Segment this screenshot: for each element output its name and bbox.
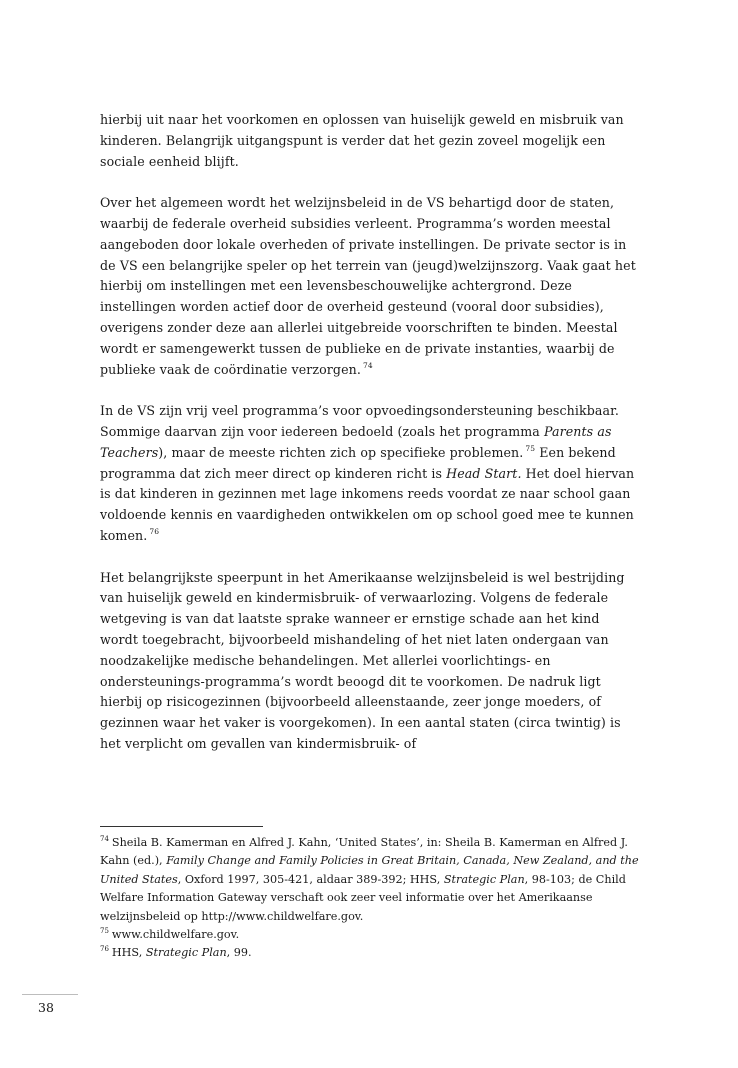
footnote-75 <box>100 926 645 944</box>
footnote-76-plan-title: Strategic Plan <box>145 946 227 960</box>
page-number: 38 <box>38 1000 54 1015</box>
footnote-ref-74: 74 <box>362 360 373 370</box>
footnote-75-text: www.childwelfare.gov. <box>111 928 240 942</box>
footnote-number: 76 <box>100 945 109 954</box>
footnote-number: 75 <box>100 927 109 936</box>
footnote-76-text-a: HHS, <box>111 946 146 960</box>
footnote-separator <box>100 826 263 827</box>
footnote-74-text-b: , Oxford 1997, 305-421, aldaar 389-392; HHS, <box>177 872 444 886</box>
paragraph-3-text-a: In de VS zijn vrij veel programma’s voor opvoedingsondersteuning beschikbaar. Sommige daarvan zijn voor iedereen bedoeld (zoals het programma <box>100 403 619 439</box>
footnote-74-plan-title: Strategic Plan <box>443 872 525 886</box>
footnote-76-text-b: , 99. <box>226 946 252 960</box>
page-number-rule <box>22 994 78 995</box>
footnote-number: 74 <box>100 835 109 843</box>
paragraph-2 <box>100 193 640 380</box>
paragraph-3-text-d: Het doel hiervan is dat kinderen in gezinnen met lage inkomens reeds voordat ze naar school gaan voldoende kennis en vaardigheden ontwikkelen om op school goed mee te kunnen komen. <box>100 465 635 543</box>
paragraph-1: hierbij uit naar het voorkomen en oplossen van huiselijk geweld en misbruik van kinderen. Belangrijk uitgangspunt is verder dat het gezin zoveel mogelijk een sociale eenheid blijft. <box>100 112 624 169</box>
paragraph-3-text-c: Een bekend programma dat zich meer direct op kinderen richt is <box>100 444 616 481</box>
footnote-76 <box>100 944 645 962</box>
paragraph-3-text-b: ), maar de meeste richten zich op specifieke problemen. <box>158 444 524 460</box>
paragraph-4: Het belangrijkste speerpunt in het Amerikaanse welzijnsbeleid is wel bestrijding van huiselijk geweld en kindermisbruik- of verwaarlozing. Volgens de federale wetgeving is van dat laatste sprake wanneer er ernstige schade aan het kind wordt toegebracht, bijvoorbeeld mishandeling of het niet laten ondergaan van noodzakelijke medische behandelingen. Met allerlei voorlichtings- en ondersteunings-programma’s wordt beoogd dit te voorkomen. De nadruk ligt hierbij op risicogezinnen (bijvoorbeeld alleenstaande, zeer jonge moeders, of gezinnen waar het vaker is voorgekomen). In een aantal staten (circa twintig) is het verplicht om gevallen van kindermisbruik- of <box>100 569 625 751</box>
program-name-parents-as-teachers: Parents as Teachers <box>100 423 612 460</box>
footnote-ref-75: 75 <box>525 443 536 453</box>
footnote-ref-76: 76 <box>149 526 160 536</box>
footnote-74-text-a: Sheila B. Kamerman en Alfred J. Kahn, ‘United States’, in: Sheila B. Kamerman en Alfred J. Kahn (ed.), <box>100 836 628 868</box>
paragraph-2-text: Over het algemeen wordt het welzijnsbeleid in de VS behartigd door de staten, waarbij de federale overheid subsidies verleent. Programma’s worden meestal aangeboden door lokale overheden of private instellingen. De private sector is in de VS een belangrijke speler op het terrein van (jeugd)welzijnszorg. Vaak gaat het hierbij om instellingen met een levensbeschouwelijke achtergrond. Deze instellingen worden actief door de overheid gesteund (vooral door subsidies), overigens zonder deze aan allerlei uitgebreide voorschriften te binden. Meestal wordt er samengewerkt tussen de publieke en de private instanties, waarbij de publieke vaak de coördinatie verzorgen. <box>100 195 636 377</box>
footnote-74-book-title: Family Change and Family Policies in Great Britain, Canada, New Zealand, and the United States <box>100 854 639 886</box>
footnotes <box>100 834 645 963</box>
body-text <box>100 110 640 755</box>
paragraph-3 <box>100 401 640 547</box>
program-name-head-start: Head Start. <box>446 465 522 481</box>
footnote-74 <box>100 834 645 926</box>
footnote-74-text-c: , 98-103; de Child Welfare Information Gateway verschaft ook zeer veel informatie over het Amerikaanse welzijnsbeleid op http://www.childwelfare.gov. <box>100 872 626 923</box>
